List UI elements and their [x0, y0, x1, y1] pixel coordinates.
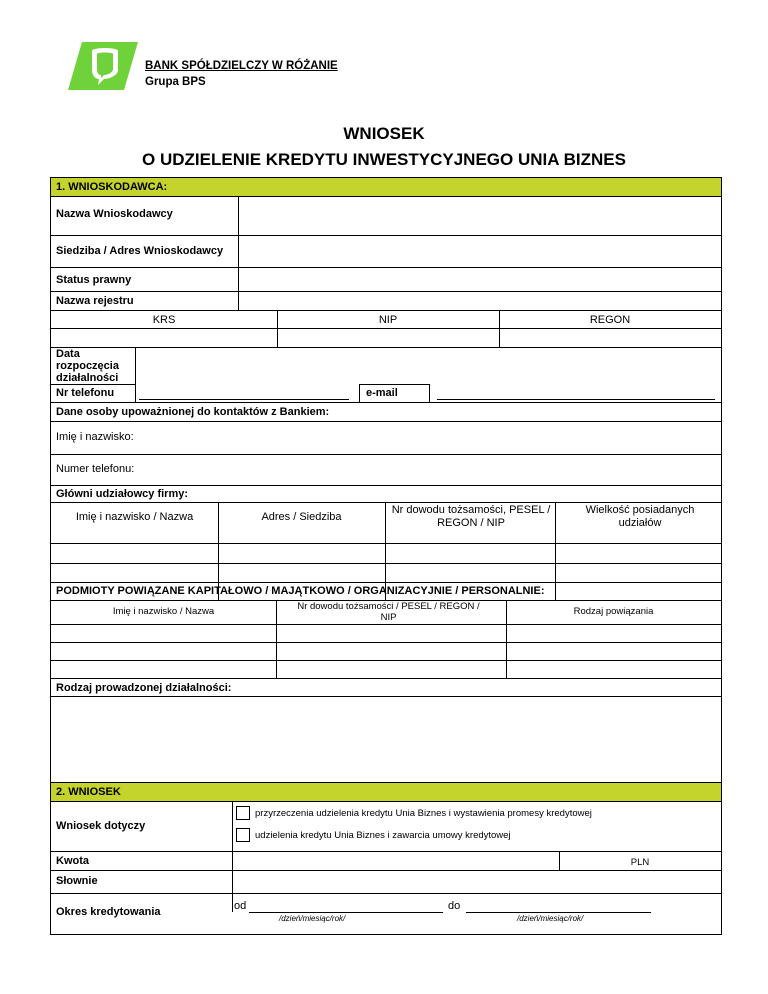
registry-name-field[interactable] — [239, 292, 720, 310]
in-words-label: Słownie — [56, 875, 98, 887]
applicant-name-field[interactable] — [239, 197, 720, 235]
regon-label: REGON — [589, 314, 631, 326]
option-promise-label: przyrzeczenia udzielenia kredytu Unia Biznes i wystawienia promesy kredytowej — [255, 808, 592, 819]
shareholders-col-address: Adres / Siedziba — [261, 511, 342, 523]
phone-label: Nr telefonu — [56, 387, 115, 399]
regon-field[interactable] — [500, 329, 721, 347]
krs-label: KRS — [152, 314, 176, 326]
contact-person-heading: Dane osoby upoważnionej do kontaktów z Bankiem: — [56, 406, 330, 418]
start-date-field[interactable] — [136, 348, 720, 384]
period-from-field[interactable] — [249, 912, 443, 913]
period-to-hint: /dzień/miesiąc/rok/ — [517, 914, 584, 923]
shareholders-heading: Główni udziałowcy firmy: — [56, 488, 189, 500]
applicant-name-label: Nazwa Wnioskodawcy — [56, 208, 173, 220]
start-date-label: Data rozpoczęcia działalności — [56, 348, 119, 384]
legal-status-field[interactable] — [239, 268, 720, 291]
krs-field[interactable] — [51, 329, 277, 347]
activity-type-label: Rodzaj prowadzonej działalności: — [56, 682, 232, 694]
nip-field[interactable] — [278, 329, 499, 347]
request-regarding-label: Wniosek dotyczy — [56, 820, 146, 832]
option-promise-checkbox[interactable] — [236, 806, 250, 820]
period-from-label: od — [234, 900, 247, 912]
shareholders-col-id: Nr dowodu tożsamości, PESEL / REGON / NIP — [391, 504, 551, 529]
nip-label: NIP — [378, 314, 398, 326]
shareholders-col-shares: Wielkość posiadanych udziałów — [585, 504, 695, 529]
bank-logo — [68, 42, 138, 90]
contact-name-field[interactable] — [141, 422, 720, 454]
amount-label: Kwota — [56, 855, 89, 867]
section2-band — [51, 783, 721, 801]
period-label: Okres kredytowania — [56, 906, 161, 918]
period-from-hint: /dzień/miesiąc/rok/ — [279, 914, 346, 923]
currency-label: PLN — [630, 857, 650, 868]
section2-heading: 2. WNIOSEK — [56, 786, 121, 798]
phone-field[interactable] — [139, 399, 349, 400]
option-agreement-checkbox[interactable] — [236, 828, 250, 842]
in-words-field[interactable] — [233, 871, 720, 893]
registry-name-label: Nazwa rejestru — [56, 295, 134, 307]
applicant-address-field[interactable] — [239, 236, 720, 267]
document-subtitle: O UDZIELENIE KREDYTU INWESTYCYJNEGO UNIA BIZNES — [142, 150, 626, 169]
legal-status-label: Status prawny — [56, 274, 132, 286]
related-col-relation: Rodzaj powiązania — [573, 606, 654, 617]
section1-heading: 1. WNIOSKODAWCA: — [56, 181, 168, 193]
contact-name-label: Imię i nazwisko: — [56, 431, 134, 443]
period-to-label: do — [448, 900, 461, 912]
shareholders-col-name: Imię i nazwisko / Nazwa — [75, 511, 194, 523]
contact-phone-field[interactable] — [141, 455, 720, 485]
email-field[interactable] — [437, 399, 715, 400]
period-to-field[interactable] — [466, 912, 651, 913]
application-form — [50, 177, 722, 935]
related-entities-rows[interactable] — [51, 625, 721, 678]
bank-group: Grupa BPS — [145, 76, 206, 88]
activity-type-field[interactable] — [51, 697, 721, 782]
document-title: WNIOSEK — [343, 124, 425, 143]
related-col-name: Imię i nazwisko / Nazwa — [112, 606, 215, 617]
related-col-id: Nr dowodu tożsamości / PESEL / REGON / NIP — [297, 601, 480, 623]
amount-field[interactable] — [233, 852, 559, 870]
related-entities-heading: PODMIOTY POWIĄZANE KAPITAŁOWO / MAJĄTKOWO / ORGANIZACYJNIE / PERSONALNIE: — [56, 585, 545, 597]
bank-name: BANK SPÓŁDZIELCZY W RÓŻANIE — [145, 60, 338, 72]
contact-phone-label: Numer telefonu: — [56, 463, 135, 475]
email-label: e-mail — [366, 387, 398, 399]
option-agreement-label: udzielenia kredytu Unia Biznes i zawarcia umowy kredytowej — [255, 830, 511, 841]
applicant-address-label: Siedziba / Adres Wnioskodawcy — [56, 245, 224, 257]
